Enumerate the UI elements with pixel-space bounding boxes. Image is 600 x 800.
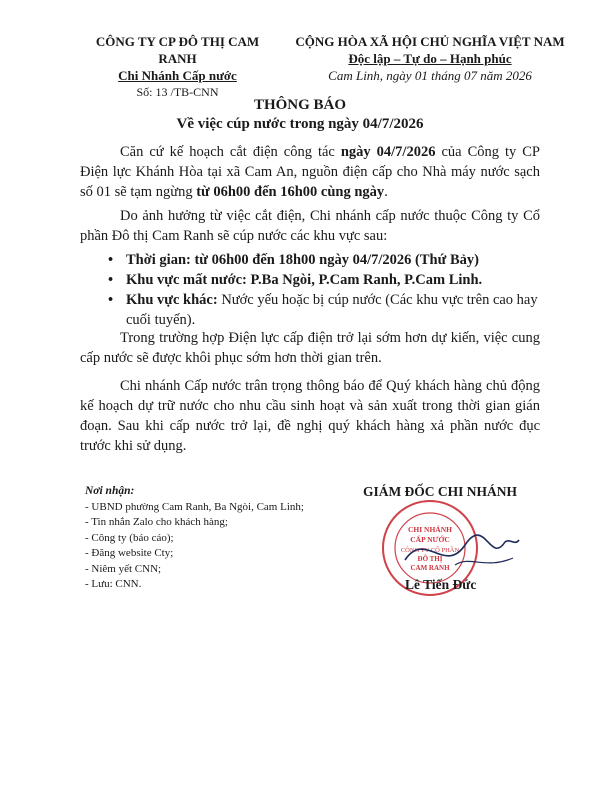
- p1-text-c: của Công ty CP Điện lực Khánh Hòa tại xã Cam An, nguồn điện cấp cho Nhà máy nước sạch số 01 sẽ tạm ngừng: [80, 144, 540, 200]
- country-name: CỘNG HÒA XÃ HỘI CHỦ NGHĨA VIỆT NAM: [295, 34, 565, 49]
- list-item: - Lưu: CNN.: [85, 578, 142, 590]
- p1-date: ngày 04/7/2026: [340, 144, 436, 160]
- recipients: [85, 484, 304, 593]
- header-right: [285, 33, 575, 84]
- paragraph-1: [80, 142, 540, 202]
- document-title: [0, 96, 600, 134]
- branch-name: Chi Nhánh Cấp nước: [118, 68, 237, 83]
- header-left: [80, 33, 275, 100]
- stamp-line-3: CÔNG TY CỔ PHẦN: [400, 547, 460, 554]
- signer-name: Lê Tiến Đức: [405, 577, 477, 592]
- motto: Độc lập – Tự do – Hạnh phúc: [348, 51, 512, 66]
- list-item: [104, 290, 544, 330]
- p1-text-a: Căn cứ kế hoạch cắt điện công tác: [120, 144, 341, 160]
- list-item: • Thời gian: từ 06h00 đến 18h00 ngày 04/7/2026 (Thứ Bảy): [104, 250, 544, 270]
- p1-time: từ 06h00 đến 16h00 cùng ngày: [196, 184, 385, 200]
- document-number: Số: 13 /TB-CNN: [136, 85, 219, 99]
- handwritten-signature: [395, 520, 525, 580]
- list-item: • Khu vực mất nước: P.Ba Ngòi, P.Cam Ranh, P.Cam Linh.: [104, 270, 544, 290]
- paragraph-2: Do ảnh hưởng từ việc cắt điện, Chi nhánh cấp nước thuộc Công ty Cổ phần Đô thị Cam Ranh sẽ cúp nước các khu vực sau:: [80, 208, 540, 244]
- list-item: - Niêm yết CNN;: [85, 562, 162, 575]
- outage-list: [104, 250, 544, 330]
- list-item: - Tin nhắn Zalo cho khách hàng;: [85, 516, 228, 528]
- stamp-line-4: ĐÔ THỊ: [417, 555, 443, 563]
- place-date: Cam Linh, ngày 01 tháng 07 năm 2026: [328, 68, 532, 83]
- stamp-line-2: CẤP NƯỚC: [410, 535, 450, 544]
- signer-role: GIÁM ĐỐC CHI NHÁNH: [362, 484, 518, 499]
- list-item: - Công ty (báo cáo);: [85, 531, 174, 544]
- title-sub: Về việc cúp nước trong ngày 04/7/2026: [176, 116, 424, 132]
- title-main: THÔNG BÁO: [253, 97, 347, 113]
- paragraph-3: Trong trường hợp Điện lực cấp điện trở lại sớm hơn dự kiến, việc cung cấp nước sẽ được khôi phục sớm hơn thời gian trên.: [80, 330, 540, 366]
- recipients-label: Nơi nhận:: [85, 485, 135, 497]
- stamp-line-1: CHI NHÁNH: [408, 525, 452, 534]
- list-item: - UBND phường Cam Ranh, Ba Ngòi, Cam Linh;: [85, 500, 304, 513]
- list-item: - Đăng website Cty;: [85, 547, 174, 559]
- company-name: CÔNG TY CP ĐÔ THỊ CAM RANH: [95, 34, 260, 66]
- bullet3-label: Khu vực khác:: [126, 292, 218, 308]
- bullet3-text: Nước yếu hoặc bị cúp nước (Các khu vực trên cao hay cuối tuyến).: [126, 292, 538, 328]
- paragraph-4: Chi nhánh Cấp nước trân trọng thông báo để Quý khách hàng chủ động kế hoạch dự trữ nước cho nhu cầu sinh hoạt và sản xuất trong thời gian gián đoạn. Sau khi cấp nước trở lại, đề nghị quý khách hàng xả phần nước đục trước khi sử dụng.: [80, 378, 540, 454]
- p1-text-e: .: [384, 184, 388, 200]
- stamp-line-5: CAM RANH: [410, 564, 450, 572]
